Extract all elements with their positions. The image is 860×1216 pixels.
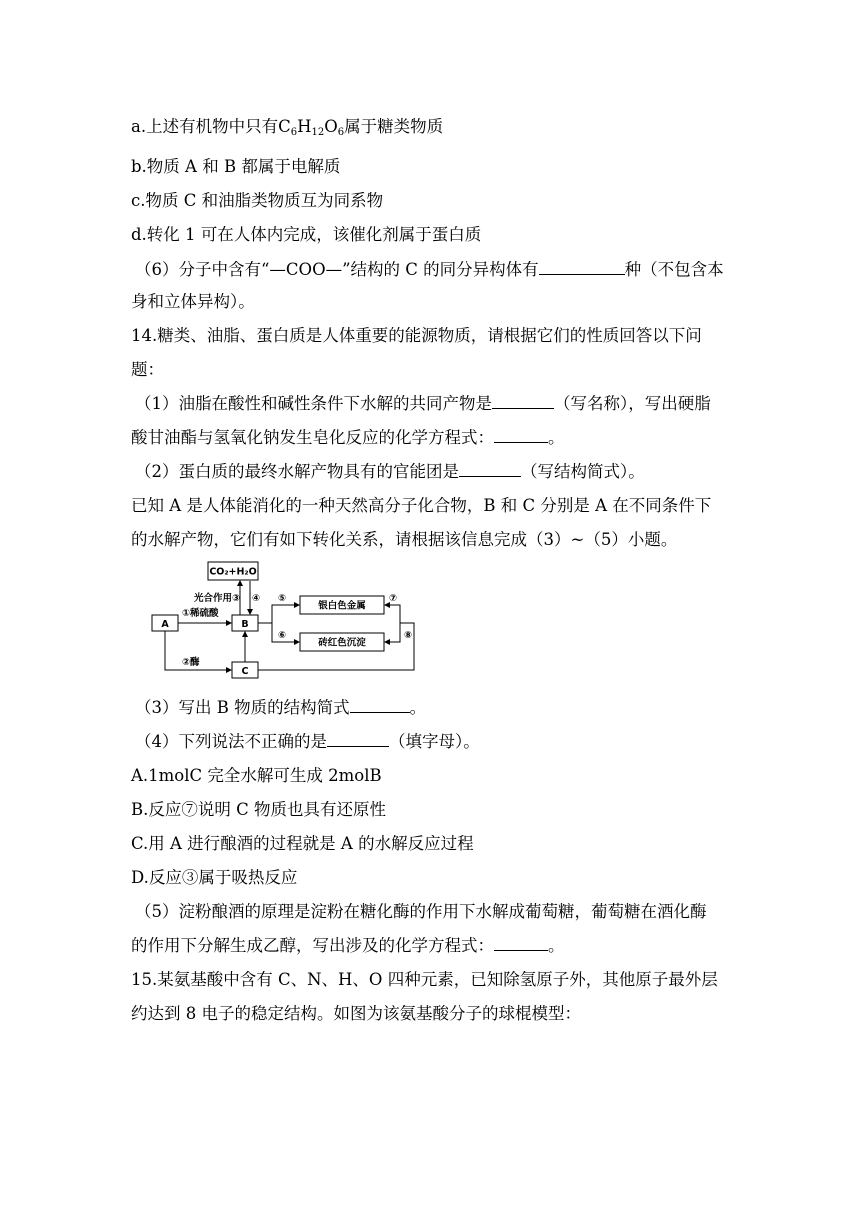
label-brick-red-precipitate: 砖红色沉淀 — [318, 637, 366, 649]
q15-line-2: 约达到 8 电子的稳定结构。如图为该氨基酸分子的球棍模型： — [131, 1004, 581, 1023]
label-c: C — [241, 666, 249, 677]
label-num7: ⑦ — [389, 593, 398, 604]
q14-part3: （3）写出 B 物质的结构简式 。 — [135, 698, 427, 717]
q13-part6-cont: 身和立体异构）。 — [131, 292, 255, 311]
q14-part4: （4）下列说法不正确的是 （填字母）。 — [135, 732, 480, 751]
answer-blank[interactable] — [494, 428, 548, 443]
label-dilute-acid: ①稀硫酸 — [182, 608, 219, 619]
conversion-flowchart — [148, 556, 428, 686]
q14-part2: （2）蛋白质的最终水解产物具有的官能团是 （写结构简式）。 — [135, 462, 645, 481]
q14-option-a: A.1molC 完全水解可生成 2molB — [131, 766, 382, 785]
answer-blank[interactable] — [459, 462, 521, 477]
arrow-c-to-brick-red — [385, 623, 400, 642]
q14-info-1: 已知 A 是人体能消化的一种天然高分子化合物，B 和 C 分别是 A 在不同条件下 — [131, 496, 712, 515]
q14-intro-2: 题： — [131, 360, 164, 379]
q14-part1-cont: 酸甘油酯与氢氧化钠发生皂化反应的化学方程式： 。 — [131, 428, 565, 447]
q14-intro-1: 14.糖类、油脂、蛋白质是人体重要的能源物质，请根据它们的性质回答以下问 — [131, 326, 702, 345]
label-enzyme: ②酶 — [182, 657, 200, 668]
q13-option-b: b.物质 A 和 B 都属于电解质 — [131, 157, 341, 176]
q13-option-a: a.上述有机物中只有$C_6H_{12}O_6$属于糖类物质 — [131, 117, 444, 138]
answer-blank[interactable] — [539, 260, 625, 275]
answer-blank[interactable] — [492, 394, 554, 409]
label-b: B — [241, 619, 249, 630]
answer-blank[interactable] — [494, 936, 548, 951]
q14-option-d: D.反应③属于吸热反应 — [131, 868, 298, 887]
q14-part5: （5）淀粉酿酒的原理是淀粉在糖化酶的作用下水解成葡萄糖，葡萄糖在酒化酶 — [135, 902, 707, 921]
q13-part6: （6）分子中含有“—COO—”结构的 C 的同分异构体有 种（不包含本 — [135, 260, 724, 279]
q13-option-d: d.转化 1 可在人体内完成，该催化剂属于蛋白质 — [131, 225, 482, 244]
label-photosynthesis: 光合作用③ — [194, 593, 241, 604]
answer-blank[interactable] — [350, 698, 410, 713]
label-num8: ⑧ — [404, 630, 413, 641]
label-num5: ⑤ — [278, 593, 287, 604]
arrow-c-to-silver — [385, 605, 400, 623]
q14-part5-cont: 的作用下分解生成乙醇，写出涉及的化学方程式： 。 — [131, 936, 565, 955]
label-num4: ④ — [252, 593, 261, 604]
label-a: A — [161, 619, 169, 630]
label-silver-metal: 银白色金属 — [318, 600, 366, 612]
q14-info-2: 的水解产物，它们有如下转化关系，请根据该信息完成（3）~（5）小题。 — [131, 530, 678, 549]
label-co2-h2o: CO₂+H₂O — [209, 566, 257, 578]
q14-part1: （1）油脂在酸性和碱性条件下水解的共同产物是 （写名称），写出硬脂 — [135, 394, 711, 413]
q14-option-b: B.反应⑦说明 C 物质也具有还原性 — [131, 800, 386, 819]
q15-line-1: 15.某氨基酸中含有 C、N、H、O 四种元素，已知除氢原子外，其他原子最外层 — [131, 970, 718, 989]
q14-option-c: C.用 A 进行酿酒的过程就是 A 的水解反应过程 — [131, 834, 474, 853]
q13-option-c: c.物质 C 和油脂类物质互为同系物 — [131, 191, 384, 210]
arrow-b-to-silver — [258, 605, 299, 623]
answer-blank[interactable] — [327, 732, 389, 747]
label-num6: ⑥ — [278, 630, 287, 641]
